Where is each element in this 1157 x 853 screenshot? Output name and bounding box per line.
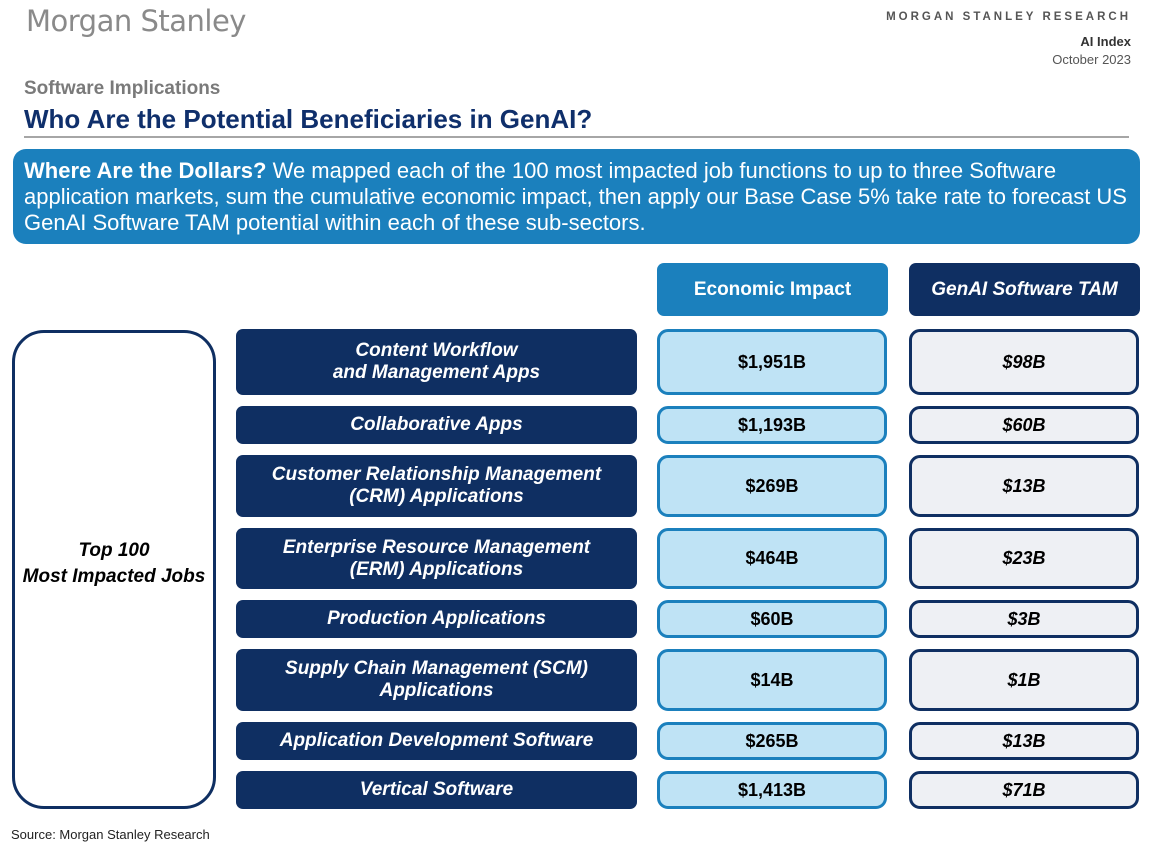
row-label-collaborative-apps [236, 406, 637, 444]
economic-impact-value: $265B [657, 722, 887, 760]
tam-value: $13B [909, 722, 1139, 760]
row-label-vertical-software [236, 771, 637, 809]
row-label-production-apps [236, 600, 637, 638]
source-note: Source: Morgan Stanley Research [11, 827, 210, 842]
banner-lead: Where Are the Dollars? [24, 158, 267, 183]
jobs-box-line2: Most Impacted Jobs [22, 565, 206, 587]
report-date: October 2023 [1052, 52, 1131, 67]
tam-value: $3B [909, 600, 1139, 638]
tam-value: $60B [909, 406, 1139, 444]
economic-impact-value: $1,193B [657, 406, 887, 444]
tam-value: $98B [909, 329, 1139, 395]
row-label-line2: and Management Apps [332, 362, 541, 383]
row-label-line1: Application Development Software [279, 730, 594, 751]
row-label-crm [236, 455, 637, 517]
morgan-stanley-logo: Morgan Stanley [26, 4, 246, 38]
section-label: Software Implications [24, 78, 221, 99]
row-label-app-dev-software [236, 722, 637, 760]
row-label-line2: (CRM) Applications [349, 486, 524, 507]
economic-impact-value: $464B [657, 528, 887, 589]
row-label-content-workflow [236, 329, 637, 395]
page-title: Who Are the Potential Beneficiaries in GenAI? [24, 104, 593, 134]
summary-banner [13, 149, 1140, 244]
banner-text: We mapped each of the 100 most impacted job functions to up to three Software application markets, sum the cumulative economic impact, then apply our Base Case 5% take rate to forecast US GenAI Software TAM potential within each of these sub-sectors. [24, 158, 1127, 235]
economic-impact-value: $269B [657, 455, 887, 517]
economic-impact-value: $60B [657, 600, 887, 638]
row-label-line2: (ERM) Applications [349, 558, 524, 580]
row-label-line1: Production Applications [327, 608, 546, 629]
tam-value: $23B [909, 528, 1139, 589]
row-label-line2: Applications [379, 680, 494, 701]
title-divider [24, 136, 1129, 138]
jobs-box-line1: Top 100 [78, 539, 150, 561]
row-label-line1: Supply Chain Management (SCM) [285, 658, 588, 679]
row-label-line1: Collaborative Apps [350, 414, 523, 435]
row-label-line1: Vertical Software [359, 779, 514, 800]
row-label-line1: Content Workflow [355, 340, 518, 361]
tam-value: $1B [909, 649, 1139, 711]
economic-impact-value: $14B [657, 649, 887, 711]
genai-tam-header: GenAI Software TAM [909, 263, 1140, 316]
row-label-line1: Customer Relationship Management [271, 464, 602, 485]
tam-value: $13B [909, 455, 1139, 517]
row-label-line1: Enterprise Resource Management [282, 536, 591, 558]
economic-impact-value: $1,413B [657, 771, 887, 809]
research-label: MORGAN STANLEY RESEARCH [886, 11, 1131, 23]
tam-value: $71B [909, 771, 1139, 809]
row-label-scm [236, 649, 637, 711]
row-label-erm [236, 528, 637, 589]
economic-impact-value: $1,951B [657, 329, 887, 395]
report-name: AI Index [1080, 34, 1131, 49]
economic-impact-header: Economic Impact [657, 263, 888, 316]
top-jobs-box [12, 330, 216, 809]
